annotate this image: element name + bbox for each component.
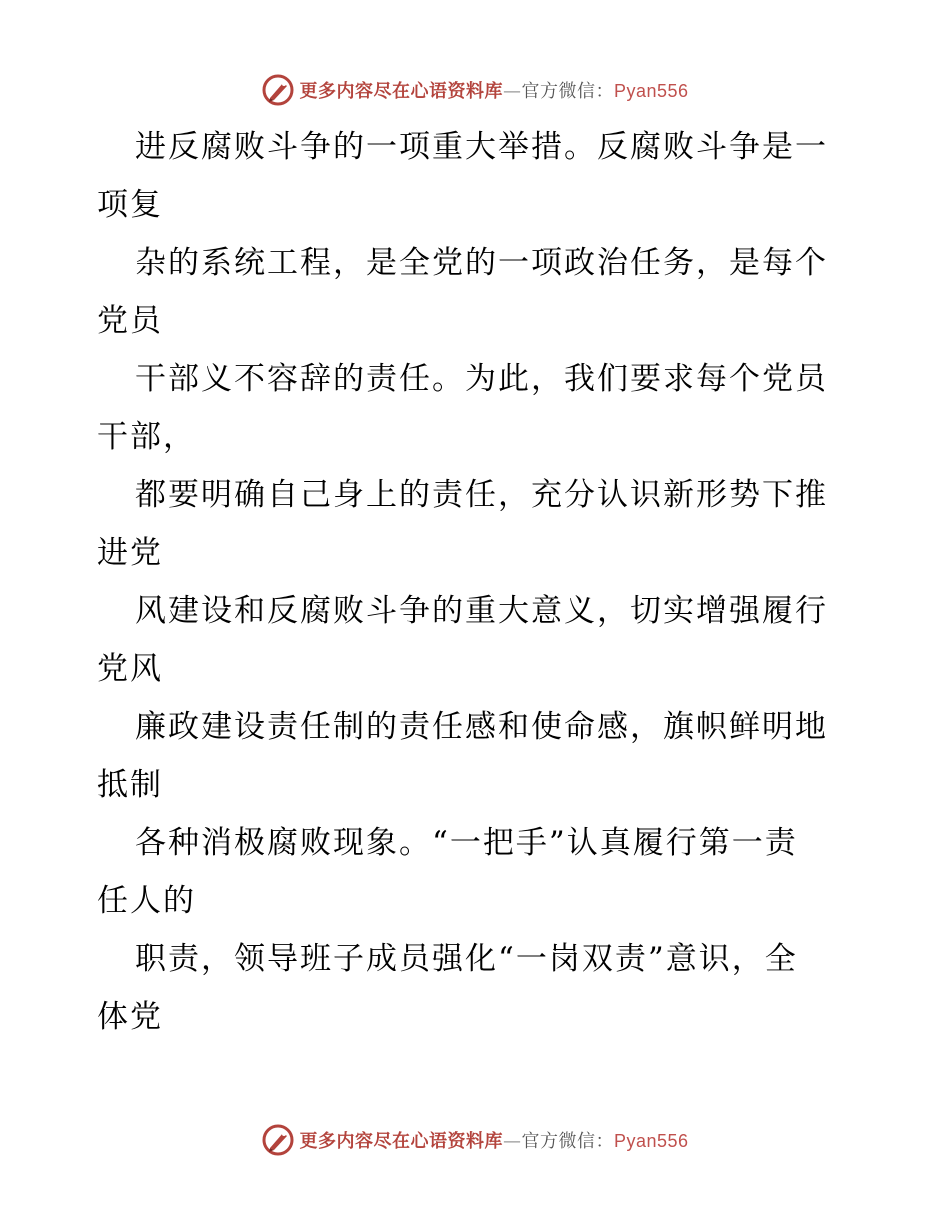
body-line: 廉政建设责任制的责任感和使命感，旗帜鲜明地 [135,709,828,745]
body-line: 干部义不容辞的责任。为此，我们要求每个党员 [135,361,828,397]
body-line: 任人的 [97,883,196,919]
pen-logo-icon [261,1123,295,1157]
header-wechat-label: 官方微信： [521,81,614,102]
body-line: 项复 [97,187,163,223]
body-line: 职责，领导班子成员强化“一岗双责”意识，全 [135,941,798,977]
body-line: 进党 [97,535,163,571]
body-line: 各种消极腐败现象。“一把手”认真履行第一责 [135,825,798,861]
header-wechat-id: Pyan556 [613,81,689,101]
footer-wechat-id: Pyan556 [613,1131,689,1151]
footer-banner [0,1120,950,1160]
body-line: 干部， [97,419,196,455]
body-line: 都要明确自己身上的责任，充分认识新形势下推 [135,477,828,513]
body-line: 抵制 [97,767,163,803]
footer-brand: 更多内容尽在心语资料库 [299,1131,503,1152]
body-line: 党员 [97,303,163,339]
body-line: 体党 [97,999,163,1035]
body-line: 风建设和反腐败斗争的重大意义，切实增强履行 [135,593,828,629]
header-brand: 更多内容尽在心语资料库 [299,81,503,102]
body-line: 杂的系统工程，是全党的一项政治任务，是每个 [135,245,828,281]
header-dash: — [502,81,522,102]
body-line: 党风 [97,651,163,687]
header-banner [0,70,950,110]
pen-logo-icon [261,73,295,107]
footer-dash: — [502,1131,522,1152]
document-body [97,118,857,1046]
footer-wechat-label: 官方微信： [521,1131,614,1152]
body-line: 进反腐败斗争的一项重大举措。反腐败斗争是一 [135,129,828,165]
